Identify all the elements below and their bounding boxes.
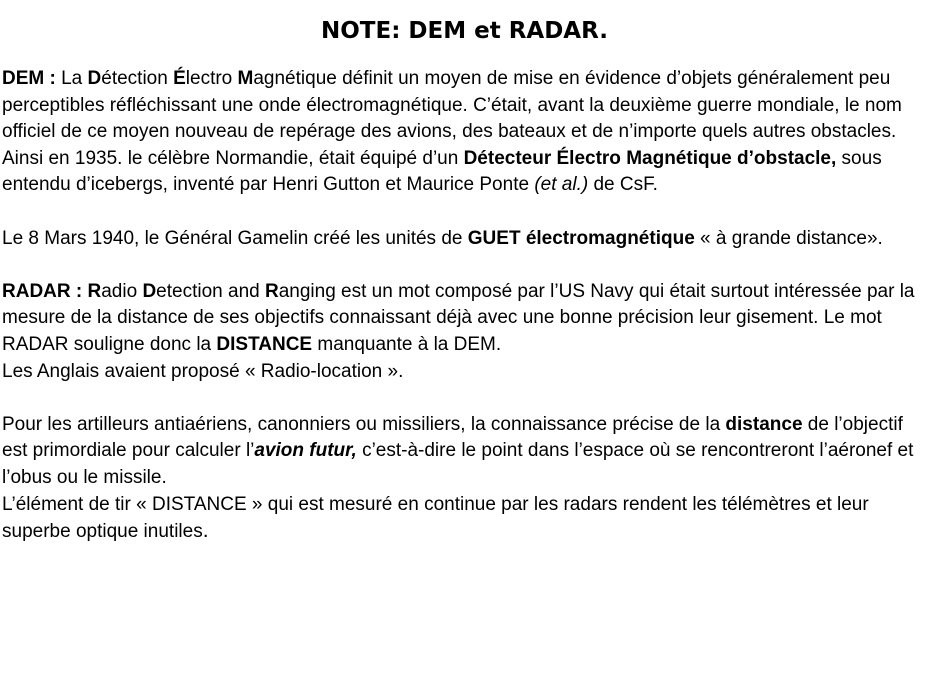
acronym-letter: M: [237, 68, 254, 89]
final-period: .: [202, 519, 209, 543]
dem-paragraph: [2, 66, 922, 146]
bold-term: distance: [725, 413, 803, 435]
telemetres-paragraph: [2, 492, 922, 546]
acronym-letter: É: [173, 68, 186, 89]
normandie-paragraph: [2, 146, 922, 199]
text-run: etection and: [156, 280, 265, 302]
text-run: c’est-à-dire le point dans l’espace où se rencontreront l’aéronef et l’obus ou le missile.: [2, 440, 914, 488]
text-run: L’élément de tir « DISTANCE » qui est mesuré en continue par les radars rendent les télémètres et leur superbe optique inutiles: [2, 493, 869, 543]
text-run: lectro: [185, 68, 238, 89]
bold-italic-term: avion futur,: [254, 440, 357, 462]
text-run: « à grande distance».: [694, 227, 883, 249]
dem-label: DEM :: [2, 68, 56, 89]
page-title: NOTE: DEM et RADAR.: [321, 18, 608, 44]
document-body: [2, 66, 922, 546]
text-run: Le 8 Mars 1940, le Général Gamelin créé les unités de: [2, 227, 468, 249]
bold-term: GUET électromagnétique: [467, 227, 695, 249]
text-run: étection: [101, 68, 174, 89]
acronym-letter: D: [142, 280, 157, 302]
acronym-letter: R: [87, 280, 102, 302]
text-run: adio: [101, 280, 143, 302]
text-run: La: [55, 68, 88, 89]
acronym-letter: D: [87, 68, 102, 89]
text-run: de l’objectif est primordiale pour calculer l’: [2, 413, 903, 462]
text-run: agnétique définit un moyen de mise en évidence d’objets généralement peu perceptibles réfléchissant une onde électromagnétique. C’était, avant la deuxième guerre mondiale, le nom officiel de ce moyen nouveau de repérage des avions, des bateaux et de n’importe quels autres obstacles.: [2, 68, 902, 143]
text-run: Pour les artilleurs antiaériens, canonniers ou missiliers, la connaissance précise de la: [2, 413, 726, 435]
gamelin-paragraph: [2, 226, 922, 253]
acronym-letter: R: [264, 280, 279, 302]
italic-term: (et al.): [534, 174, 589, 196]
text-run: Ainsi en 1935. le célèbre Normandie, était équipé d’un: [2, 147, 464, 169]
radar-label: RADAR :: [2, 280, 83, 302]
bold-term: Détecteur Électro Magnétique d’obstacle,: [463, 147, 837, 169]
text-run: sous entendu d’icebergs, inventé par Henri Gutton et Maurice Ponte: [2, 147, 882, 196]
paragraph-gap: [2, 252, 922, 279]
artilleurs-paragraph: [2, 412, 922, 492]
paragraph-gap: [2, 199, 922, 226]
anglais-paragraph: Les Anglais avaient proposé « Radio-location ».: [2, 360, 404, 382]
text-run: manquante à la DEM.: [312, 333, 502, 355]
radar-paragraph: [2, 279, 922, 359]
paragraph-gap: [2, 385, 922, 412]
text-run: anging est un mot composé par l’US Navy qui était surtout intéressée par la mesure de la distance de ses objectifs connaissant déjà avec une bonne précision leur gisement. Le mot RADAR souligne donc la: [2, 280, 915, 355]
bold-term: DISTANCE: [216, 333, 313, 355]
text-run: de CsF.: [588, 174, 658, 196]
